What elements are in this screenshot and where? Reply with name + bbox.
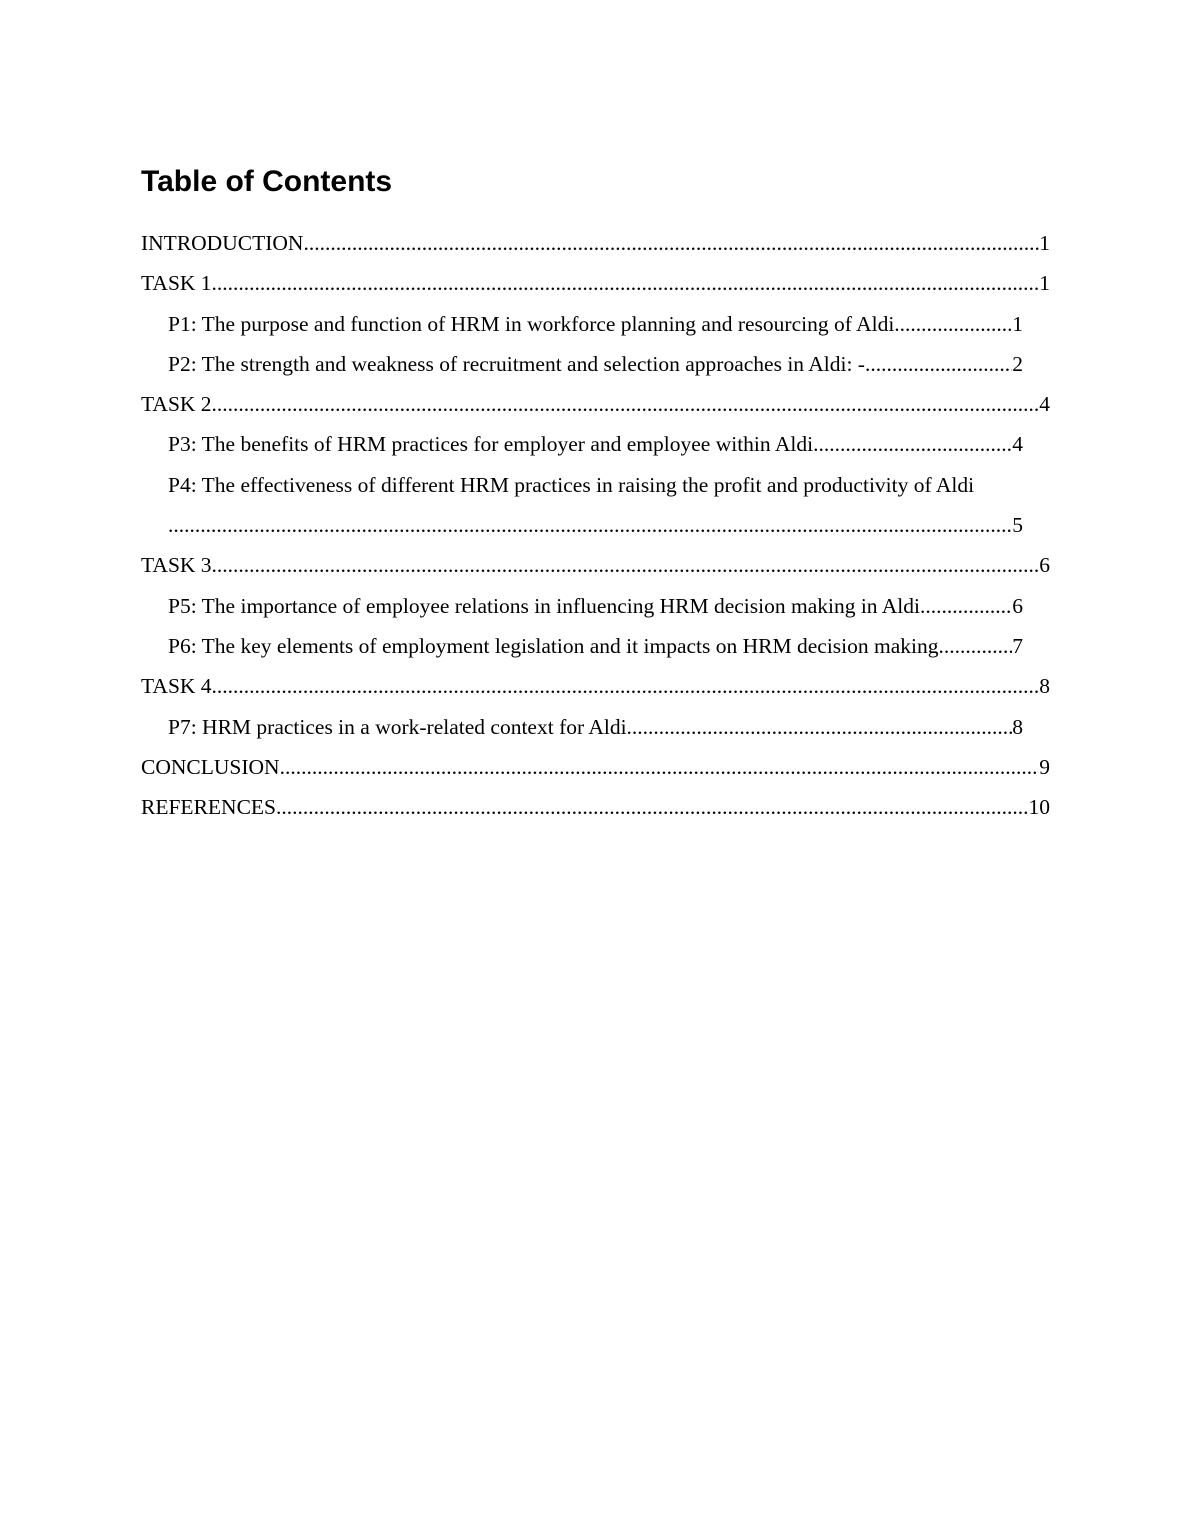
toc-title: Table of Contents [141, 165, 393, 198]
toc-page-number: 4 [1039, 392, 1050, 417]
toc-entry-p4[interactable] [141, 465, 1050, 505]
toc-entry-label: REFERENCES [141, 795, 276, 820]
toc-dot-leader [212, 384, 1040, 424]
toc-page-number: 10 [1028, 795, 1050, 820]
toc-page-number: 4 [1012, 432, 1023, 457]
toc-page-number: 1 [1039, 231, 1050, 255]
toc-entry-label: INTRODUCTION [141, 231, 304, 255]
toc-entry-p6[interactable] [141, 626, 1050, 666]
toc-page-number: 1 [1039, 271, 1050, 296]
toc-entry-label: CONCLUSION [141, 754, 280, 779]
toc-page-number: 6 [1012, 593, 1023, 618]
toc-entry-task-4[interactable] [141, 666, 1050, 706]
toc-entry-p7[interactable] [141, 707, 1050, 747]
toc-entry-label: P1: The purpose and function of HRM in workforce planning and resourcing of Aldi [168, 311, 895, 336]
toc-page-number: 9 [1039, 754, 1050, 779]
toc-dot-leader [212, 545, 1040, 585]
toc-entry-label: P7: HRM practices in a work-related context for Aldi [168, 714, 627, 739]
toc-dot-leader [865, 344, 1012, 384]
toc-dot-leader [920, 586, 1012, 626]
toc-entry-p4-continuation[interactable] [141, 505, 1050, 545]
toc-page-number: 8 [1039, 674, 1050, 699]
toc-entry-label: P6: The key elements of employment legislation and it impacts on HRM decision making [168, 633, 939, 658]
toc-entry-label: TASK 1 [141, 271, 212, 296]
toc-entry-label: TASK 3 [141, 553, 212, 578]
toc-entry-label: TASK 2 [141, 392, 212, 417]
toc-dot-leader [276, 787, 1029, 827]
toc-entry-conclusion[interactable] [141, 747, 1050, 787]
toc-dot-leader [627, 707, 1013, 747]
toc-dot-leader [168, 505, 1012, 545]
toc-entry-label: P4: The effectiveness of different HRM practices in raising the profit and productivity of Aldi [168, 472, 975, 497]
toc-entry-p5[interactable] [141, 586, 1050, 626]
toc-page-number: 5 [1012, 513, 1023, 538]
toc-dot-leader [212, 263, 1040, 303]
toc-dot-leader [303, 223, 1039, 263]
toc-entry-p3[interactable] [141, 424, 1050, 464]
toc-page-number: 1 [1012, 311, 1023, 336]
table-of-contents [141, 223, 1050, 827]
toc-entry-label: P3: The benefits of HRM practices for employer and employee within Aldi [168, 432, 814, 457]
toc-entry-references[interactable] [141, 787, 1050, 827]
toc-entry-introduction[interactable] [141, 223, 1050, 263]
toc-dot-leader [939, 626, 1013, 666]
toc-page-number: 2 [1012, 351, 1023, 376]
toc-dot-leader [894, 304, 1012, 344]
toc-entry-task-2[interactable] [141, 384, 1050, 424]
toc-page-number: 8 [1012, 714, 1023, 739]
toc-dot-leader [813, 424, 1012, 464]
toc-page-number: 6 [1039, 553, 1050, 578]
toc-entry-label: P5: The importance of employee relations in influencing HRM decision making in Aldi [168, 593, 920, 618]
toc-dot-leader [280, 747, 1040, 787]
toc-entry-label: P2: The strength and weakness of recruitment and selection approaches in Aldi: - [168, 351, 865, 376]
toc-entry-task-3[interactable] [141, 545, 1050, 585]
toc-page-number: 7 [1012, 633, 1023, 658]
toc-entry-p1[interactable] [141, 304, 1050, 344]
toc-entry-task-1[interactable] [141, 263, 1050, 303]
toc-entry-p2[interactable] [141, 344, 1050, 384]
toc-dot-leader [212, 666, 1040, 706]
toc-entry-label: TASK 4 [141, 674, 212, 699]
